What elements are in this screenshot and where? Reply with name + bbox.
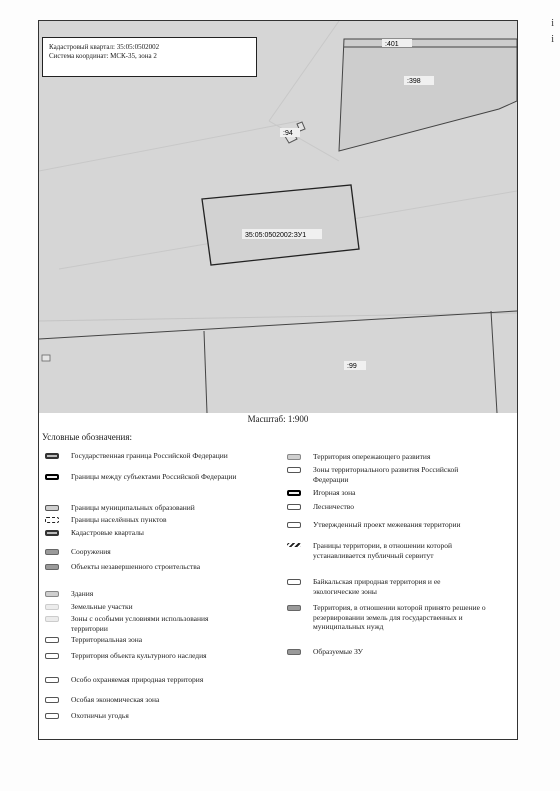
legend-swatch bbox=[287, 490, 301, 496]
legend-swatch bbox=[287, 543, 301, 547]
legend-swatch bbox=[45, 453, 59, 459]
legend-swatch bbox=[45, 677, 59, 683]
legend-label: Территория, в отношении которой принято решение о резервировании земель для государственных и муниципальных нужд bbox=[313, 603, 486, 631]
legend-label: Объекты незавершенного строительства bbox=[71, 562, 201, 571]
legend-label: Сооружения bbox=[71, 547, 111, 556]
parcel-99-border bbox=[204, 331, 207, 413]
legend-swatch bbox=[287, 504, 301, 510]
legend-label: Зоны территориального развития Российской Федерации bbox=[313, 465, 459, 484]
legend-swatch bbox=[45, 616, 59, 622]
legend-label: Границы между субъектами Российской Федерации bbox=[71, 472, 237, 481]
legend-swatch bbox=[287, 579, 301, 585]
legend-label: Байкальская природная территория и ее экологические зоны bbox=[313, 577, 441, 596]
parcel-99-border bbox=[39, 311, 517, 339]
margin-marks bbox=[551, 16, 554, 48]
legend-swatch bbox=[287, 605, 301, 611]
small-object-shape bbox=[42, 355, 50, 361]
map-scale: Масштаб: 1:900 bbox=[247, 414, 309, 424]
legend-label: Зоны с особыми условиями использования территории bbox=[71, 614, 209, 633]
legend-title: Условные обозначения: bbox=[42, 432, 133, 442]
parcel-99-label: :99 bbox=[347, 363, 357, 370]
margin-mark: i bbox=[551, 34, 554, 45]
map-info-box bbox=[42, 37, 257, 77]
legend-label: Территория объекта культурного наследия bbox=[71, 651, 207, 660]
legend-label: Образуемые ЗУ bbox=[313, 647, 363, 656]
legend-label: Особая экономическая зона bbox=[71, 695, 160, 704]
map-drawing bbox=[39, 21, 517, 413]
parcel-99-border bbox=[491, 311, 497, 413]
parcel-zu1-label: 35:05:0502002:ЗУ1 bbox=[245, 232, 307, 239]
legend-swatch bbox=[45, 564, 59, 570]
parcel-401-label: :401 bbox=[385, 41, 399, 48]
parcel-94-label: :94 bbox=[283, 130, 293, 137]
legend-label: Территориальная зона bbox=[71, 635, 143, 644]
boundary-line bbox=[39, 121, 299, 171]
legend-label: Границы муниципальных образований bbox=[71, 503, 195, 512]
legend-label: Кадастровые кварталы bbox=[71, 528, 144, 537]
cadastral-map[interactable] bbox=[39, 21, 517, 413]
coordinate-system-text: Система координат: МСК-35, зона 2 bbox=[49, 52, 157, 60]
legend-swatch bbox=[45, 505, 59, 511]
legend-label: Утвержденный проект межевания территории bbox=[313, 520, 461, 529]
boundary-line bbox=[39, 313, 517, 321]
cadastral-quarter-text: Кадастровый квартал: 35:05:0502002 bbox=[49, 43, 160, 51]
margin-mark: i bbox=[551, 18, 554, 29]
legend-swatch bbox=[287, 454, 301, 460]
legend-label: Земельные участки bbox=[71, 602, 133, 611]
legend-label: Особо охраняемая природная территория bbox=[71, 675, 204, 684]
boundary-line bbox=[269, 21, 339, 121]
legend-label: Игорная зона bbox=[313, 488, 356, 497]
legend-swatch bbox=[45, 604, 59, 610]
legend-label: Территория опережающего развития bbox=[313, 452, 431, 461]
legend-swatch bbox=[45, 474, 59, 480]
legend-swatch bbox=[287, 522, 301, 528]
legend-label: Границы территории, в отношении которой устанавливается публичный сервитут bbox=[313, 541, 452, 560]
legend-swatch bbox=[45, 713, 59, 719]
document-frame bbox=[38, 20, 518, 740]
parcel-zu1-shape bbox=[202, 185, 359, 265]
legend-swatch bbox=[45, 517, 59, 523]
legend-label: Лесничество bbox=[313, 502, 355, 511]
legend-label: Охотничьи угодья bbox=[71, 711, 129, 720]
legend-swatch bbox=[45, 549, 59, 555]
legend-label: Государственная граница Российской Федерации bbox=[71, 451, 228, 460]
legend-label: Здания bbox=[71, 589, 94, 598]
legend-swatch bbox=[287, 649, 301, 655]
legend-swatch bbox=[45, 653, 59, 659]
legend-swatch bbox=[45, 591, 59, 597]
legend-swatch bbox=[287, 467, 301, 473]
parcel-398-label: :398 bbox=[407, 78, 421, 85]
legend-swatch bbox=[45, 697, 59, 703]
parcel-398-shape bbox=[339, 39, 517, 151]
legend-label: Границы населённых пунктов bbox=[71, 515, 167, 524]
legend-swatch bbox=[45, 637, 59, 643]
legend-swatch bbox=[45, 530, 59, 536]
